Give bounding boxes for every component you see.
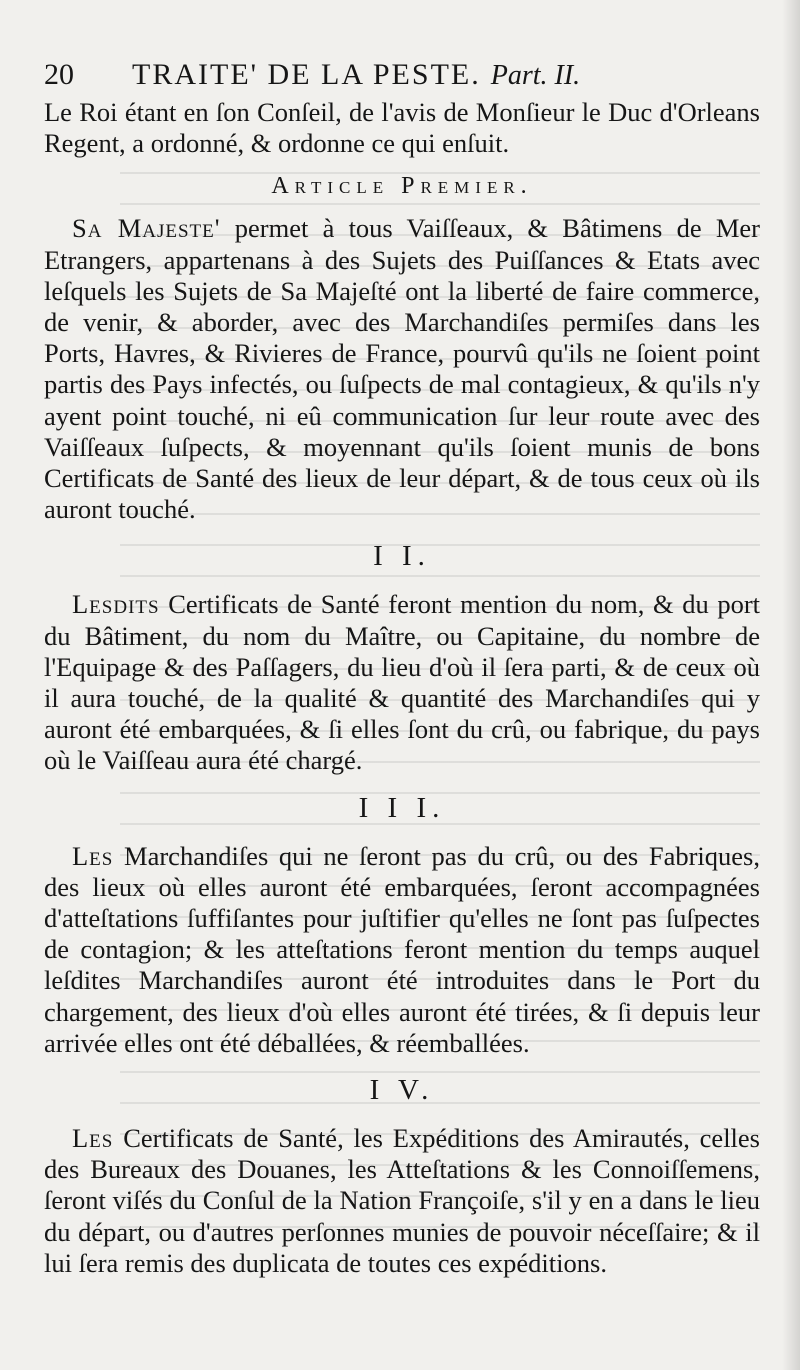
page-gutter-shadow: [782, 0, 800, 1370]
article-4-text: Certificats de Santé, les Expéditions des Amirautés, celles des Bureaux des Douanes, les Atteſtations & les Connoiſſemens, ſeront viſés du Conſul de la Nation Françoiſe, s'il y en a dans le lieu du départ, ou d'autres perſonnes munies de pouvoir néceſſaire; & il lui ſera remis des duplicata de toutes ces expéditions.: [44, 1123, 760, 1278]
article-3-lead: Les: [72, 840, 114, 871]
article-3-text: Marchandiſes qui ne ſeront pas du crû, ou des Fabriques, des lieux où elles auront été embarquées, ſeront accompagnées d'atteſtations ſuffiſantes pour juſtifier qu'elles ne ſont pas ſuſpectes de contagion; & les atteſtations feront mention du temps auquel leſdites Marchandiſes auront été introduites dans le Port du chargement, des lieux d'où elles auront été tirées, & ſi depuis leur arrivée elles ont été déballées, & réemballées.: [44, 840, 760, 1058]
article-title: Article Premier.: [271, 173, 533, 200]
article-3-number: I I I.: [358, 791, 446, 824]
page-text-block: [44, 56, 760, 1285]
article-2-paragraph: [44, 589, 760, 776]
article-2-number: I I.: [373, 540, 431, 573]
running-head-title: TRAITE' DE LA PESTE.: [132, 58, 481, 91]
article-2-text: Certificats de Santé feront mention du nom, & du port du Bâtiment, du nom du Maître, ou Capitaine, du nombre de l'Equipage & des Paſſagers, du lieu d'où il ſera parti, & de ceux où il aura touché, de la qualité & quantité des Marchandiſes qui y auront été embarquées, & ſi elles ſont du crû, ou fabrique, du pays où le Vaiſſeau aura été chargé.: [44, 589, 761, 776]
article-1-lead: Sa Majeste': [72, 213, 221, 244]
article-4-number: I V.: [369, 1074, 435, 1107]
running-head-part: Part. II.: [490, 60, 581, 91]
running-head: [44, 56, 760, 95]
intro-paragraph: Le Roi étant en ſon Conſeil, de l'avis de Monſieur le Duc d'Orleans Regent, a ordonné, & ordonne ce qui enſuit.: [44, 97, 760, 159]
article-4-paragraph: [44, 1123, 760, 1279]
page-number: 20: [44, 58, 74, 91]
article-4-lead: Les: [72, 1123, 114, 1154]
article-3-paragraph: [44, 841, 760, 1059]
article-1-text: permet à tous Vaiſſeaux, & Bâtimens de Mer Etrangers, appartenans à des Sujets des Puiſſances & Etats avec leſquels les Sujets de Sa Majeſté ont la liberté de faire commerce, de venir, & aborder, avec des Marchandiſes permiſes dans les Ports, Havres, & Rivieres de France, pourvû qu'ils ne ſoient point partis des Pays infectés, ou ſuſpects de mal contagieux, & qu'ils n'y ayent point touché, ni eû communication ſur leur route avec des Vaiſſeaux ſuſpects, & moyennant qu'ils ſoient munis de bons Certificats de Santé des lieux de leur départ, & de tous ceux où ils auront touché.: [44, 213, 760, 525]
article-1-paragraph: [44, 213, 760, 525]
article-2-lead: Lesdits: [72, 589, 160, 620]
